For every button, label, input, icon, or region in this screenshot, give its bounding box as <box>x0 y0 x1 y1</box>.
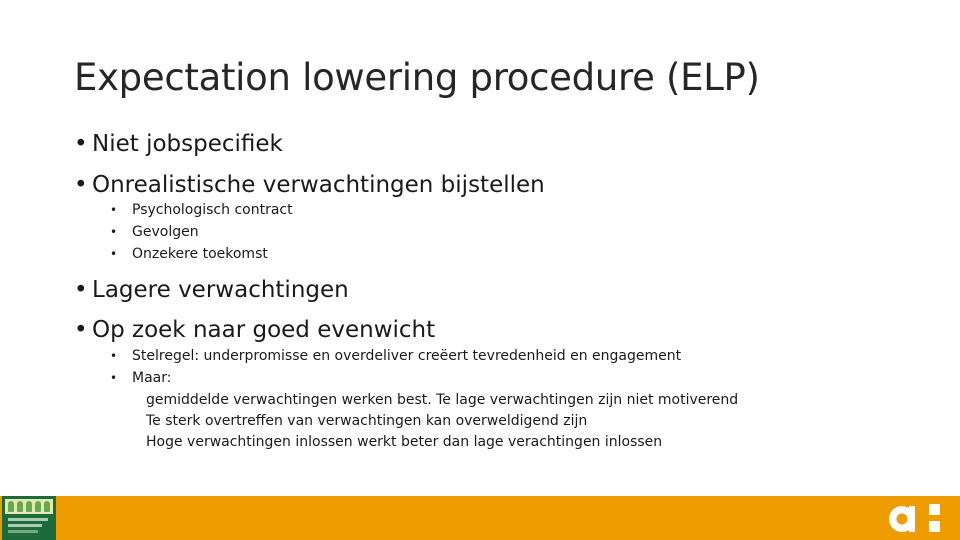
sub-bullet-text: Gevolgen <box>132 224 199 240</box>
bullet-text: Niet jobspecifiek <box>92 131 283 157</box>
sub-bullet-text: Onzekere toekomst <box>132 246 268 262</box>
bullet-text: Lagere verwachtingen <box>92 277 349 303</box>
bullet-dot: • <box>110 349 118 363</box>
sub-bullet-item <box>110 348 681 364</box>
sub-bullet-item <box>110 224 199 240</box>
sub-bullet-item <box>110 202 293 218</box>
bullet-item <box>74 172 545 198</box>
bullet-item <box>74 317 435 343</box>
bullet-item <box>74 277 349 303</box>
bullet-dot: • <box>110 225 118 239</box>
logo-text-line <box>8 524 42 527</box>
logo-text-line <box>8 530 38 533</box>
bullet-dot: • <box>110 247 118 261</box>
bullet-dot: • <box>74 131 88 157</box>
sub-bullet-text: Maar: <box>132 370 172 386</box>
detail-line: gemiddelde verwachtingen werken best. Te lage verwachtingen zijn niet motiverend <box>146 392 739 408</box>
detail-line: Hoge verwachtingen inlossen werkt beter dan lage verachtingen inlossen <box>146 434 663 450</box>
sub-bullet-item <box>110 246 268 262</box>
footer-bar <box>0 496 960 540</box>
bullet-dot: • <box>110 203 118 217</box>
book-cover-logo-icon <box>2 496 56 540</box>
brand-logo-icon <box>884 500 946 536</box>
detail-line: Te sterk overtreffen van verwachtingen kan overweldigend zijn <box>146 413 588 429</box>
bullet-text: Op zoek naar goed evenwicht <box>92 317 436 343</box>
sub-bullet-item <box>110 370 171 386</box>
slide-title: Expectation lowering procedure (ELP) <box>74 56 760 99</box>
bullet-dot: • <box>110 371 118 385</box>
bullet-dot: • <box>74 277 88 303</box>
people-figures-icon <box>5 499 53 514</box>
bullet-item <box>74 131 283 157</box>
bullet-text: Onrealistische verwachtingen bijstellen <box>92 172 545 198</box>
logo-text-line <box>8 518 48 521</box>
sub-bullet-text: Stelregel: underpromisse en overdeliver creëert tevredenheid en engagement <box>132 348 682 364</box>
sub-bullet-text: Psychologisch contract <box>132 202 293 218</box>
bullet-dot: • <box>74 172 88 198</box>
bullet-dot: • <box>74 317 88 343</box>
